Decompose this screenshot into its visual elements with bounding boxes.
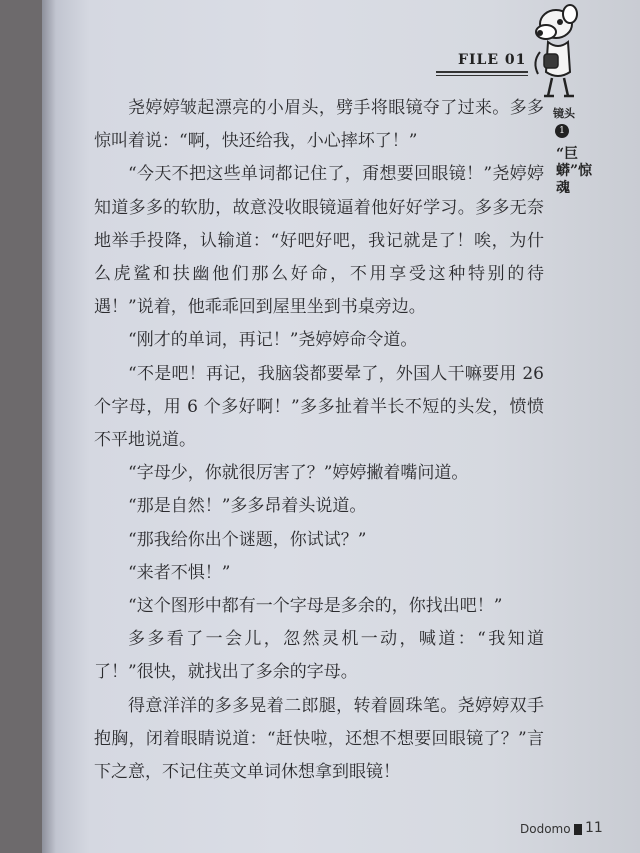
footer-brand: Dodomo (520, 822, 571, 836)
header-rule-thin (436, 75, 528, 76)
page-number: 11 (585, 820, 603, 836)
dog-mascot-icon (518, 2, 588, 102)
paragraph: “那我给你出个谜题，你试试？” (128, 529, 367, 550)
spine-shadow (42, 0, 56, 853)
paragraph: “来者不惧！” (128, 562, 231, 583)
side-section-label: 镜头 (553, 107, 575, 120)
paragraph: “字母少，你就很厉害了？”婷婷撇着嘴问道。 (128, 463, 469, 484)
side-number-badge: 1 (555, 124, 569, 138)
paragraph: 得意洋洋的多多晃着二郎腿，转着圆珠笔。尧婷婷双手抱胸，闭着眼睛说道：“赶快啦，还想不想要回眼镜了？”言下之意，不记住英文单词休想拿到眼镜！ (94, 695, 544, 783)
file-label: FILE 01 (458, 52, 527, 68)
paragraph: “今天不把这些单词都记住了，甭想要回眼镜！”尧婷婷知道多多的软肋，故意没收眼镜逼着他好好学习。多多无奈地举手投降，认输道：“好吧好吧，我记就是了！唉，为什么虎鲨和扶幽他们那么好命，不用享受这种特别的待遇！”说着，他乖乖回到屋里坐到书桌旁边。 (94, 164, 544, 318)
paragraph: “那是自然！”多多昂着头说道。 (128, 496, 367, 517)
side-chapter-title: “巨蟒”惊魂 (556, 146, 593, 196)
header-rule (436, 71, 528, 73)
paragraph: “这个图形中都有一个字母是多余的，你找出吧！” (128, 596, 503, 617)
body-text (94, 92, 544, 789)
paragraph: 多多看了一会儿，忽然灵机一动，喊道：“我知道了！”很快，就找出了多余的字母。 (94, 629, 544, 683)
paragraph: “不是吧！再记，我脑袋都要晕了，外国人干嘛要用 26 个字母，用 6 个多好啊！”多多扯着半长不短的头发，愤愤不平地说道。 (94, 363, 544, 451)
paragraph: 尧婷婷皱起漂亮的小眉头，劈手将眼镜夺了过来。多多惊叫着说：“啊，快还给我，小心摔坏了！” (94, 98, 544, 152)
paragraph: “刚才的单词，再记！”尧婷婷命令道。 (128, 330, 418, 351)
footer-bookmark-icon (574, 824, 582, 835)
